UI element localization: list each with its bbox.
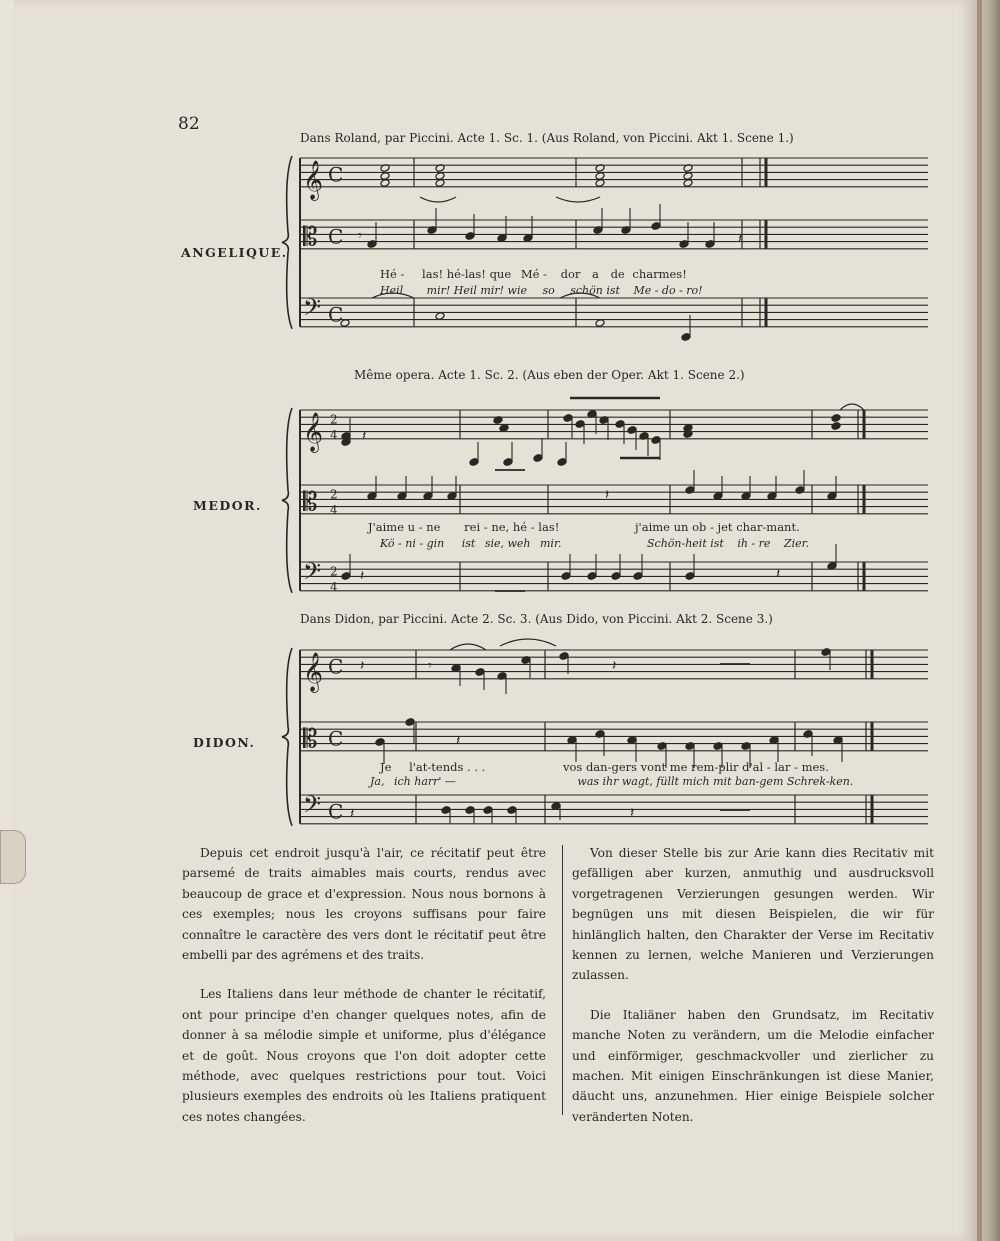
- rest: 𝄽: [776, 566, 781, 582]
- lyric-syllable: Kö - ni - gin: [380, 537, 445, 550]
- lyric-syllable: j'aime un ob - jet char-mant.: [634, 520, 800, 534]
- brace: [282, 156, 292, 329]
- example3-role: DIDON.: [193, 735, 256, 750]
- rest: 𝄽: [612, 658, 617, 674]
- time-signature: C: [328, 726, 344, 751]
- lyric-syllable: Hé -: [380, 267, 405, 281]
- lyric-syllable: schön ist: [570, 284, 620, 297]
- c-clef-icon: 𝄡: [303, 487, 318, 518]
- bass-clef-icon: 𝄢: [303, 293, 322, 327]
- lyric-syllable: Heil: [380, 284, 404, 297]
- lyric-line-fr: [368, 520, 800, 534]
- rest: 𝄽: [350, 806, 355, 822]
- time-signature: C: [328, 162, 344, 187]
- time-signature: C: [328, 799, 344, 824]
- example2-caption: Même opera. Acte 1. Sc. 2. (Aus eben der Oper. Akt 1. Scene 2.): [354, 368, 745, 382]
- lyric-syllable: was ihr wagt, füllt mich mit ban-gem Schrek-ken.: [577, 775, 854, 788]
- lyric-syllable: charmes!: [632, 267, 687, 281]
- example1-role: ANGELIQUE.: [181, 245, 288, 260]
- lyric-syllable: mir! Heil mir! wie: [426, 284, 527, 297]
- lyric-syllable: ich harr' —: [393, 775, 456, 788]
- note-head: [831, 422, 841, 431]
- rest: 𝄽: [630, 805, 635, 821]
- brace: [282, 648, 292, 826]
- text-column-french: [182, 843, 546, 1146]
- paragraph: Von dieser Stelle bis zur Arie kann dies Recitativ mit gefälligen aber kurzen, anmuthig und ausdrucksvoll vorgetragenen Verzierungen gesungen werden. Wir begnügen uns mit diesen Beispielen, die wir für hinlänglich halten, den Charakter der Verse im Recitativ kennen zu lernen, welche Manieren und Verzierungen zulassen.: [572, 846, 934, 983]
- lyric-syllable: ih - re: [737, 537, 771, 550]
- lyric-syllable: Ja,: [370, 775, 385, 788]
- paragraph: Die Italiäner haben den Grundsatz, im Recitativ manche Noten zu verändern, um die Melodie einfacher und einförmiger, geschmackvoller und zierlicher zu machen. Mit einigen Einschränkungen ist diese Manier, däucht uns, anzunehmen. Hier einige Beispiele solcher veränderten Noten.: [572, 1007, 934, 1124]
- slur: [450, 644, 486, 650]
- time-signature: C: [328, 224, 344, 249]
- brace: [282, 408, 292, 593]
- slur: [500, 639, 556, 646]
- lyric-syllable: a: [592, 267, 599, 281]
- rest: 𝄽: [360, 658, 365, 674]
- note-head: [435, 312, 445, 321]
- treble-clef-icon: 𝄞: [303, 651, 324, 692]
- time-signature: 2: [330, 487, 338, 502]
- lyric-syllable: vos dan-gers vont me rem-plir d'al - lar - mes.: [562, 760, 829, 774]
- time-signature: 4: [330, 502, 338, 517]
- rest: 𝄽: [738, 231, 743, 247]
- note-head: [831, 414, 841, 423]
- lyric-syllable: sie, weh: [484, 537, 531, 550]
- lyric-syllable: las! hé-las! que: [422, 267, 512, 281]
- example2-role: MEDOR.: [193, 498, 262, 513]
- note-head: [595, 172, 605, 181]
- bass-clef-icon: 𝄢: [303, 557, 322, 591]
- c-clef-icon: 𝄡: [303, 222, 318, 253]
- treble-clef-icon: 𝄞: [303, 159, 324, 200]
- lyric-line-de: [380, 537, 809, 550]
- paragraph: Depuis cet endroit jusqu'à l'air, ce récitatif peut être parsemé de traits aimables mais courts, rendus avec beaucoup de grace et d'expression. Nous nous bornons à ces exemples; nous les croyons suffisans pour faire connaître le caractère des vers dont le récitatif peut être embelli par des agrémens et des traits.: [182, 846, 546, 963]
- lyric-line-fr: [380, 267, 687, 281]
- lyric-line-de: [380, 284, 703, 297]
- time-signature: C: [328, 654, 344, 679]
- lyric-syllable: so: [542, 284, 555, 297]
- lyric-syllable: de: [610, 267, 625, 281]
- treble-clef-icon: 𝄞: [303, 411, 324, 452]
- c-clef-icon: 𝄡: [303, 724, 318, 755]
- lyric-line-de: [370, 775, 853, 788]
- slur: [556, 197, 600, 202]
- lyric-syllable: rei - ne, hé - las!: [464, 520, 560, 534]
- time-signature: 2: [330, 412, 338, 427]
- lyric-syllable: J'aime u - ne: [368, 520, 441, 534]
- note-head: [380, 172, 390, 181]
- page-number: 82: [178, 114, 200, 134]
- rest: 𝄾: [428, 658, 432, 674]
- slur: [840, 404, 864, 410]
- time-signature: 2: [330, 564, 338, 579]
- example1-caption: Dans Roland, par Piccini. Acte 1. Sc. 1. (Aus Roland, von Piccini. Akt 1. Scene 1.): [300, 131, 794, 145]
- rest: 𝄽: [456, 733, 461, 749]
- example3-caption: Dans Didon, par Piccini. Acte 2. Sc. 3. (Aus Dido, von Piccini. Akt 2. Scene 3.): [300, 612, 773, 626]
- rest: 𝄽: [605, 487, 610, 503]
- bass-clef-icon: 𝄢: [303, 790, 322, 824]
- rest: 𝄽: [362, 428, 367, 444]
- slur: [420, 197, 456, 202]
- text-column-german: [572, 843, 934, 1146]
- rest: 𝄽: [360, 568, 365, 584]
- lyric-syllable: Je: [380, 760, 392, 774]
- lyric-syllable: dor: [560, 267, 581, 281]
- column-divider: [562, 845, 563, 1115]
- note-head: [499, 424, 509, 433]
- lyric-syllable: Me - do - ro!: [633, 284, 703, 297]
- lyric-syllable: ist: [461, 537, 476, 550]
- time-signature: C: [328, 302, 344, 327]
- rest: 𝄾: [358, 228, 362, 244]
- lyric-syllable: mir.: [540, 537, 562, 550]
- note-head: [683, 172, 693, 181]
- time-signature: 4: [330, 427, 338, 442]
- paragraph: Les Italiens dans leur méthode de chanter le récitatif, ont pour principe d'en changer quelques notes, afin de donner à sa mélodie simple et uniforme, plus d'élégance et de goût. Nous croyons que l'on doit adopter cette méthode, avec quelques restrictions pour tout. Voici plusieurs exemples des endroits où les Italiens pratiquent ces notes changées.: [182, 987, 546, 1124]
- note-head: [435, 172, 445, 181]
- lyric-syllable: Mé -: [520, 267, 547, 281]
- time-signature: 4: [330, 579, 338, 594]
- lyric-syllable: Zier.: [783, 537, 810, 550]
- lyric-syllable: Schön-heit ist: [647, 537, 724, 550]
- lyric-syllable: l'at-tends . . .: [409, 760, 486, 774]
- lyric-line-fr: [380, 760, 829, 774]
